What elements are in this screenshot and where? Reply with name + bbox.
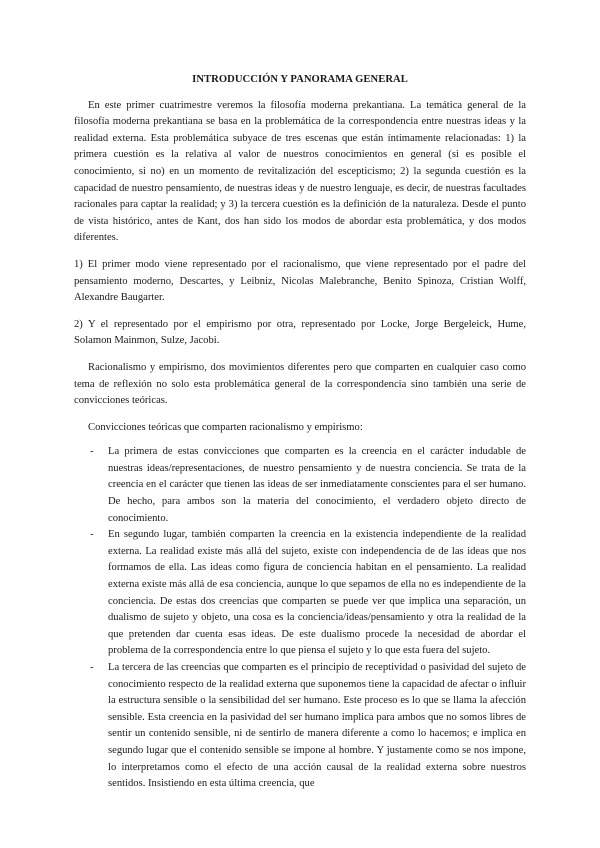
bullet-dash: -	[90, 529, 94, 541]
list-item-text: En segundo lugar, también comparten la creencia en la existencia independiente de la realidad externa. La realidad existe más allá del sujeto, existe con independencia de de las ideas que nos formamos de ella. Las ideas como figura de conciencia habitan en el pensamiento. La realidad externa existe más allá de esa conciencia, aunque lo que sepamos de ella no es independiente de la conciencia. De estas dos creencias que comparten se puede ver que implica una separación, un dualismo de sujeto y objeto, una cosa es la conciencia/ideas/pensamiento y otra la realidad de la que pretenden dar cuenta esas ideas. De este dualismo procede la necesidad de abordar el problema de la correspondencia entre lo que piensa el sujeto y lo que esta fuera del sujeto.	[108, 529, 526, 657]
intro-paragraph: En este primer cuatrimestre veremos la filosofía moderna prekantiana. La temática general de la filosofía moderna prekantiana se basa en la problemática de la correspondencia entre nuestras ideas y la realidad externa. Esta problemática subyace de tres escenas que están íntimamente relacionadas: 1) la primera cuestión es la relativa al valor de nuestros conocimientos en general (si es posible el conocimiento, si no) en un momento de revitalización del escepticismo; 2) la segunda cuestión es la capacidad de nuestro pensamiento, de nuestras ideas y de nuestro lenguaje, es decir, de nuestras facultades racionales para captar la realidad; y 3) la tercera cuestión es la definición de la naturaleza. Desde el punto de vista histórico, antes de Kant, dos han sido los modos de abordar esta problemática, y dos modos diferentes.	[74, 99, 526, 244]
list-item	[74, 660, 526, 793]
list-item-text: La primera de estas convicciones que comparten es la creencia en el carácter indudable de nuestras ideas/representaciones, de nuestro pensamiento y de nuestra conciencia. Se trata de la creencia en el carácter que tienen las ideas de ser inmediatamente conscientes para el ser humano. De hecho, para ambos son la materia del conocimiento, el verdadero objeto directo de conocimiento.	[108, 446, 526, 524]
list-item	[74, 444, 526, 527]
summary-paragraph: Racionalismo y empirismo, dos movimientos diferentes pero que comparten en cualquier caso como tema de reflexión no solo esta problemática general de la correspondencia sino también una serie de convicciones teóricas.	[74, 361, 526, 407]
page-title: INTRODUCCIÓN Y PANORAMA GENERAL	[192, 74, 408, 85]
rationalism-paragraph: 1) El primer modo viene representado por el racionalismo, que viene representado por el padre del pensamiento moderno, Descartes, y Leibniz, Nicolas Malebranche, Benito Spinoza, Cristian Wolff, Alexandre Baugarter.	[74, 258, 526, 304]
empiricism-paragraph: 2) Y el representado por el empirismo por otra, representado por Locke, Jorge Bergeleick, Hume, Solamon Mainmon, Sulze, Jacobi.	[74, 318, 526, 347]
bullet-dash: -	[90, 662, 94, 673]
list-heading: Convicciones teóricas que comparten racionalismo y empirismo:	[88, 421, 363, 433]
list-item	[74, 527, 526, 660]
document-body	[74, 72, 526, 793]
bullet-dash: -	[90, 446, 94, 458]
convictions-list	[74, 444, 526, 792]
list-item-text: La tercera de las creencias que comparten es el principio de receptividad o pasividad del sujeto de conocimiento respecto de la realidad externa que suponemos tiene la capacidad de afectar o influir la estructura sensible o la sensibilidad del ser humano. Este proceso es lo que se llama la afección sensible. Esta creencia en la pasividad del ser humano implica para ambos que no somos libres de sentir un contenido sensible, ni de sentirlo de manera diferente a como lo hacemos; e implica en segundo lugar que el contenido sensible se impone al hombre. Y justamente como se nos impone, lo interpretamos como el efecto de una acción causal de la realidad externa sobre nuestros sentidos. Insistiendo en esta última creencia, que	[108, 662, 526, 790]
